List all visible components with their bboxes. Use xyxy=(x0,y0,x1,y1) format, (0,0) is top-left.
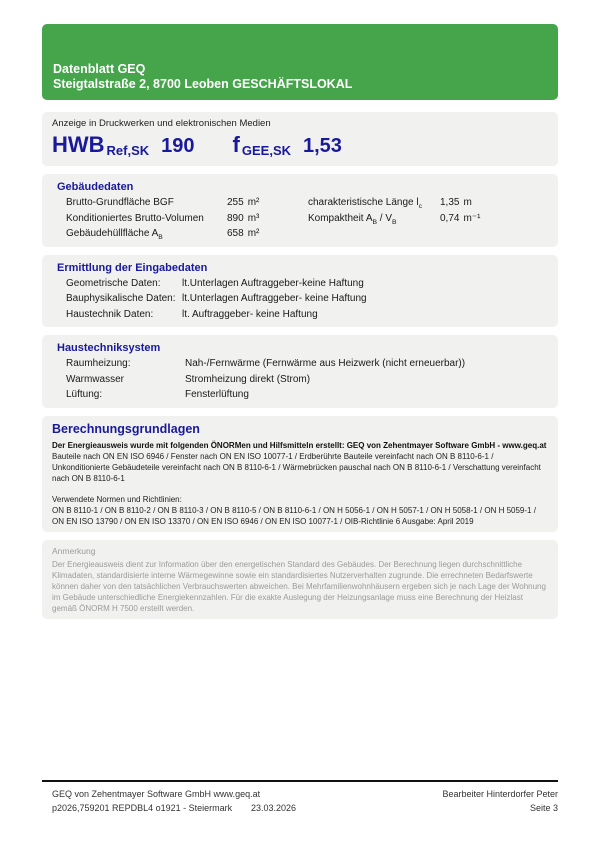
data-row xyxy=(66,387,548,403)
row-label: Gebäudehüllfläche $A_B$ xyxy=(66,228,163,241)
section-heading-berechnungsgrundlagen: Berechnungsgrundlagen xyxy=(52,421,200,436)
row-label: charakteristische Länge $l_c$ xyxy=(308,197,423,210)
row-value: 1,35 m xyxy=(440,197,472,208)
bauteile-text: Bauteile nach ON EN ISO 6946 / Fenster nach ON EN ISO 10077-1 / Erdberührte Bauteile vereinfacht nach ON B 8110-6-1 / Unkonditionierte Gebäudeteile vereinfacht nach ON B 8110-6-1 / Wärmebrücken pauschal nach ON B 8110-6-1 / Verschattung vereinfacht nach ON B 8110-6-1 xyxy=(52,451,541,483)
normen-liste: ON B 8110-1 / ON B 8110-2 / ON B 8110-3 / ON B 8110-5 / ON B 8110-6-1 / ON H 5056-1 / ON H 5057-1 / ON H 5058-1 / ON H 5059-1 / ON EN ISO 13790 / ON EN ISO 13370 / ON EN ISO 6946 / ON EN ISO 10077-1 / OIB-Richtlinie 6 Ausgabe: April 2019 xyxy=(52,505,536,526)
row-label: Lüftung: xyxy=(66,389,103,400)
footer-divider xyxy=(42,780,558,782)
hwb-label: HWB xyxy=(52,132,105,157)
fgee-subscript: GEE,SK xyxy=(241,143,291,158)
page-footer xyxy=(42,780,558,815)
row-label: Konditioniertes Brutto-Volumen xyxy=(66,212,204,224)
row-value: Stromheizung direkt (Strom) xyxy=(185,373,311,385)
data-row xyxy=(66,276,548,292)
anmerkung-panel xyxy=(42,540,558,619)
footer-project: p2026,759201 REPDBL4 o1921 - Steiermark xyxy=(52,803,233,813)
row-value: 255 m² xyxy=(227,197,260,208)
row-value-empty xyxy=(440,226,548,242)
eingabedaten-rows xyxy=(66,276,548,323)
fgee-label: f xyxy=(232,132,240,157)
row-value: Fensterlüftung xyxy=(185,389,249,400)
row-value: 890 m³ xyxy=(227,212,260,224)
footer-company: GEQ von Zehentmayer Software GmbH www.geq.at xyxy=(52,789,261,799)
row-label: Geometrische Daten: xyxy=(66,277,161,289)
fgee-value: 1,53 xyxy=(303,135,342,157)
gebaeudedaten-panel xyxy=(42,174,558,247)
data-row xyxy=(66,356,548,372)
page-content xyxy=(42,24,558,619)
document-title: Datenblatt GEQ xyxy=(53,62,146,76)
footer-date: 23.03.2026 xyxy=(251,803,297,813)
row-label: Kompaktheit $A_B / V_B$ xyxy=(308,212,397,226)
row-value: lt. Auftraggeber- keine Haftung xyxy=(182,308,318,320)
haustechnik-panel xyxy=(42,335,558,408)
normen-titel: Verwendete Normen und Richtlinien: xyxy=(52,494,182,504)
gebaeudedaten-grid xyxy=(66,195,548,242)
erstellt-mit-text: Der Energieausweis wurde mit folgenden ÖNORMen und Hilfsmitteln erstellt: GEQ von Zehentmayer Software GmbH - www.geq.at xyxy=(52,440,547,450)
anmerkung-text: Der Energieausweis dient zur Information über den energetischen Standard des Gebäudes. Der Berechnung liegen durchschnittliche Klimadaten, standardisierte interne Wärmegewinne sowie ein standardisiertes Nutzerverhalten zugrunde. Die errechneten Bedarfswerte können daher von den tatsächlichen Verbrauchswerten abweichen. Bei Mehrfamilienwohnhäusern ergeben sich je nach Lage der Wohnung im Gebäude unterschiedliche Energiekennzahlen. Für die exakte Auslegung der Heizungsanlage muss eine Berechnung der Heizlast gemäß ÖNORM H 7500 erstellt werden. xyxy=(52,559,546,613)
hwb-value: 190 xyxy=(161,135,195,157)
footer-content xyxy=(42,787,558,815)
row-label: Raumheizung: xyxy=(66,358,131,369)
anmerkung-heading: Anmerkung xyxy=(52,545,96,556)
row-value: Nah-/Fernwärme (Fernwärme aus Heizwerk (nicht erneuerbar)) xyxy=(185,358,466,369)
footer-right xyxy=(442,787,558,815)
hwb-subscript: Ref,SK xyxy=(106,143,150,158)
row-value: lt.Unterlagen Auftraggeber- keine Haftung xyxy=(182,293,367,304)
row-label-empty xyxy=(308,226,440,242)
section-heading-eingabedaten: Ermittlung der Eingabedaten xyxy=(57,261,208,274)
section-heading-haustechnik: Haustechniksystem xyxy=(57,342,161,354)
footer-bearbeiter: Bearbeiter Hinterdorfer Peter xyxy=(442,789,558,799)
row-value: lt.Unterlagen Auftraggeber-keine Haftung xyxy=(182,277,364,289)
row-label: Haustechnik Daten: xyxy=(66,308,154,320)
eingabedaten-panel xyxy=(42,255,558,328)
row-value: 658 m² xyxy=(227,228,260,239)
document-header xyxy=(42,24,558,100)
berechnungsgrundlagen-panel xyxy=(42,416,558,532)
row-label: Brutto-Grundfläche BGF xyxy=(66,197,174,208)
row-value: 0,74 m⁻¹ xyxy=(440,212,481,224)
footer-page-number: Seite 3 xyxy=(529,803,558,813)
section-heading-gebaeudedaten: Gebäudedaten xyxy=(57,181,134,193)
row-label: Warmwasser xyxy=(66,373,124,385)
haustechnik-rows xyxy=(66,356,548,403)
kpi-values-line xyxy=(52,132,548,158)
data-row xyxy=(66,307,548,323)
row-label: Bauphysikalische Daten: xyxy=(66,293,176,304)
kpi-caption: Anzeige in Druckwerken und elektronischen Medien xyxy=(52,118,271,129)
data-row xyxy=(66,291,548,307)
kpi-panel xyxy=(42,112,558,166)
document-address: Steigtalstraße 2, 8700 Leoben GESCHÄFTSLOKAL xyxy=(53,77,353,91)
data-row xyxy=(66,372,548,388)
